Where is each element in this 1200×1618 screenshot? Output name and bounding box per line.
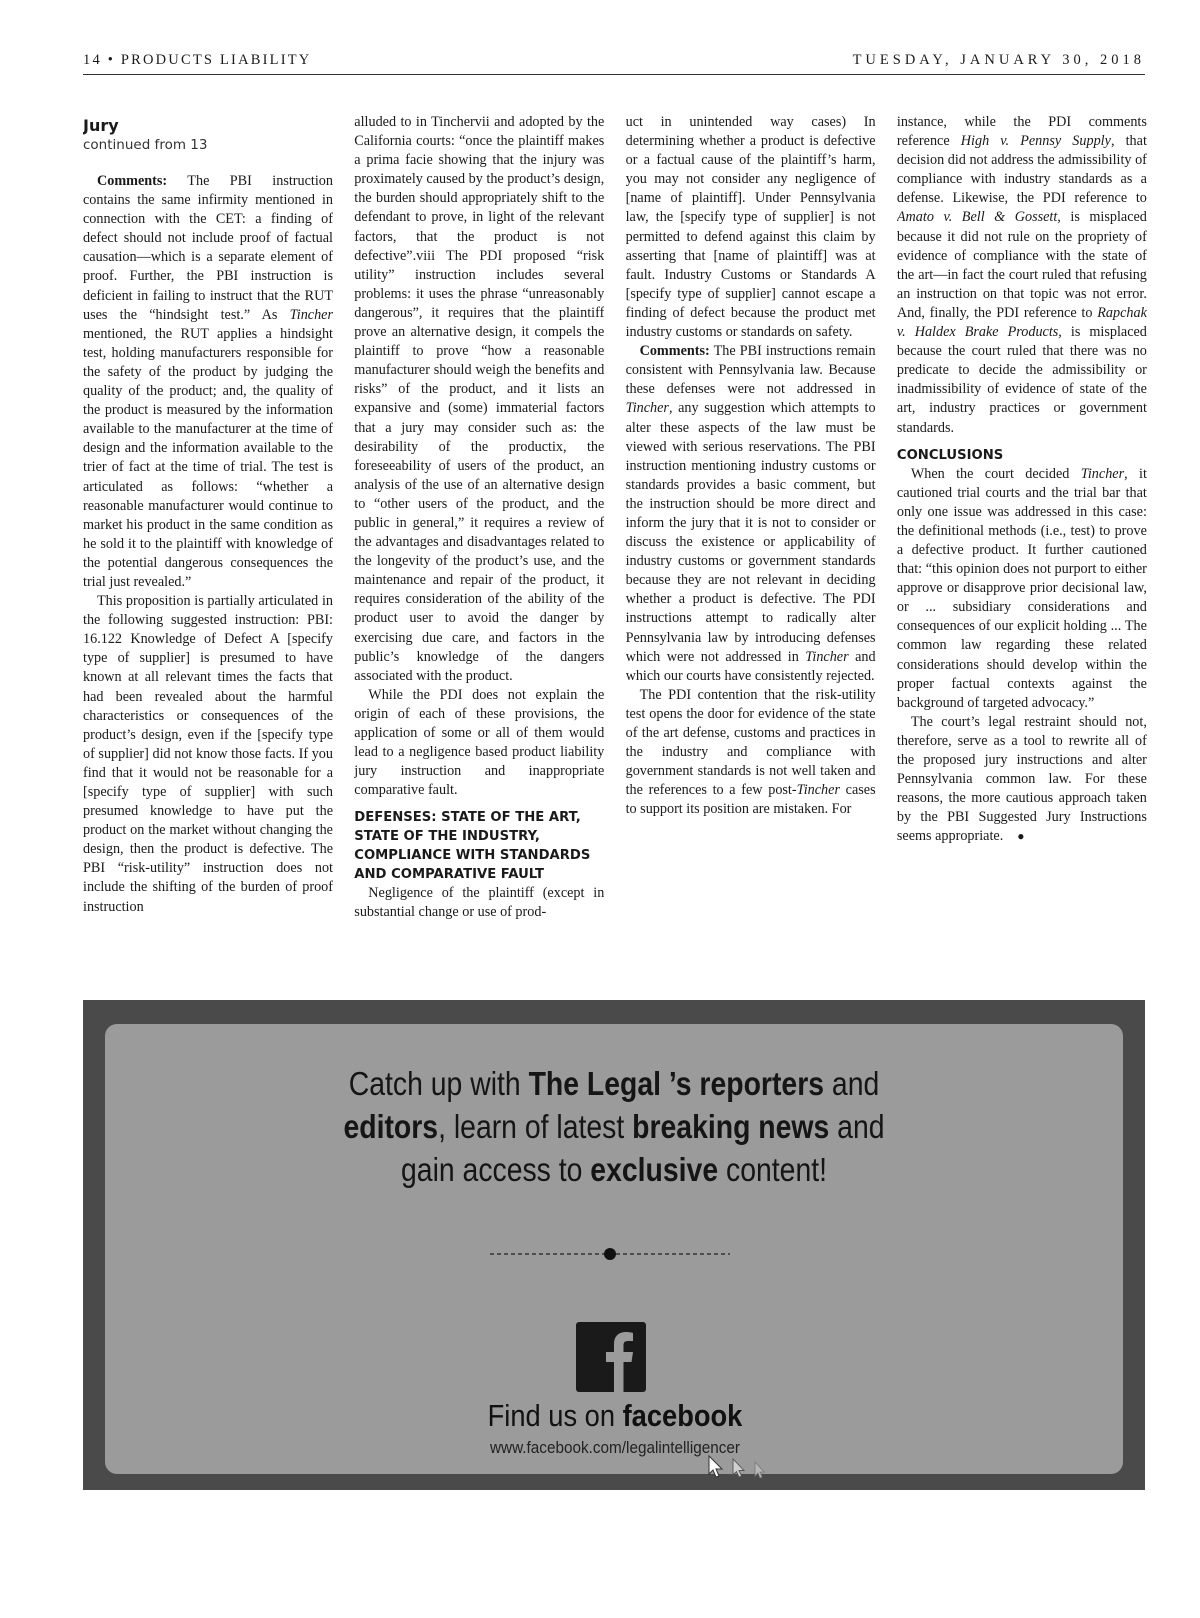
page-header bbox=[83, 50, 1145, 75]
paragraph: Comments: The PBI instructions remain consistent with Pennsylvania law. Because these defenses were not addressed in Tincher, any suggestion which attempts to alter these aspects of the law must be viewed with serious reservations. The PBI instruction mentioning industry customs or standards provides a basic comment, but the instruction should be more direct and inform the jury that it is not to consider or discuss the existence or applicability of industry customs or government standards because they are not relevant in deciding whether a product is defective. The PDI instructions attempt to radically alter Pennsylvania law by introducing defenses which were not addressed in Tincher and which our courts have consistently rejected. bbox=[625, 343, 876, 684]
paragraph: While the PDI does not explain the origin of each of these provisions, the application of some or all of them would lead to a negligence based product liability jury instruction and inappropriate comparative fault. bbox=[354, 686, 605, 799]
ad-panel bbox=[105, 1024, 1123, 1474]
article-title: Jury bbox=[83, 116, 119, 135]
section-heading: CONCLUSIONS bbox=[896, 447, 1004, 463]
paragraph: The court’s legal restraint should not, therefore, serve as a tool to rewrite all of the proposed jury instructions and alter Pennsylvania common law. For these reasons, the more cautious approach taken by the PBI Suggested Jury Instructions seems appropriate. ● bbox=[896, 713, 1147, 845]
paragraph: Comments: The PBI instruction contains the same infirmity mentioned in connection with the CET: a finding of defect should not include proof of factual causation—which is a separate element of proof. Further, the PBI instruction is deficient in failing to instruct that the RUT uses the “hindsight test.” As Tincher mentioned, the RUT applies a hindsight test, holding manufacturers responsible for the safety of the product by judging the quality of the product; and, the quality of the product is measured by the information available to the manufacturer at the time of design and the information available to the trier of fact at the time of trial. The test is articulated as follows: “whether a reasonable manufacturer would continue to market his product in the same condition as he sold it to the plaintiff with knowledge of the potential dangerous consequences the trial just revealed.” bbox=[83, 173, 333, 590]
facebook-logo-glyph bbox=[576, 1322, 646, 1392]
dotted-divider bbox=[490, 1248, 730, 1260]
advertisement[interactable] bbox=[83, 1000, 1145, 1490]
paragraph: The PDI contention that the risk-utility test opens the door for evidence of the state of the art defense, customs and practices in the industry and compliance with government standards is not well taken and the references to a few post-Tincher cases to support its position are mistaken. For bbox=[625, 686, 876, 818]
end-mark: ● bbox=[1017, 829, 1025, 844]
cursor-icon bbox=[703, 1454, 783, 1484]
paragraph: instance, while the PDI comments reference High v. Pennsy Supply, that decision did not address the admissibility of compliance with industry standards as a defense. Likewise, the PDI reference to Amato v. Bell & Gossett, is misplaced because it did not rule on the propriety of evidence of compliance with the state of the art—in fact the court ruled that refusing an instruction on that topic was not error. And, finally, the PDI reference to Rapchak v. Haldex Brake Products, is misplaced because the court ruled that there was no predicate to decide the admissibility or inadmissibility of evidence of state of the art, industry practices or government standards. bbox=[896, 114, 1147, 436]
column-1 bbox=[83, 113, 333, 978]
paragraph: alluded to in Tinchervii and adopted by the California courts: “once the plaintiff makes a prima facie showing that the injury was proximately caused by the product’s design, the burden should appropriately shift to the defendant to prove, in light of the relevant factors, that the product is not defective”.viii The PDI proposed “risk utility” instruction includes several problems: it uses the phrase “unreasonably dangerous”, it requires that the plaintiff prove an alternative design, it compels the plaintiff to prove “how a reasonable manufacturer should weigh the benefits and risks” of the product, and it lists an expansive and (some) immaterial factors that a jury may consider such as: the desirability of the productix, the foreseeability of users of the product, an analysis of the use of an alternative design to “other users of the product, and the public in general,” it requires a review of the advantages and disadvantages related to the longevity of the product’s use, and the maintenance and repair of the product, it requires consideration of the ability of the product user to avoid the danger by exercising due care, and factors in the public’s knowledge of the dangers associated with the product. bbox=[354, 114, 605, 684]
column-2 bbox=[354, 113, 604, 978]
column-4 bbox=[897, 113, 1147, 978]
facebook-url-link[interactable]: www.facebook.com/legalintelligencer bbox=[489, 1438, 741, 1457]
facebook-icon[interactable] bbox=[576, 1322, 646, 1392]
article-body bbox=[83, 113, 1145, 978]
paragraph: This proposition is partially articulated in the following suggested instruction: PBI: 16.122 Knowledge of Defect A [specify type of supplier] is presumed to have known at all relevant times the facts that had been revealed about the harmful characteristics or consequences of the product’s design, even if the [specify type of supplier] did not know those facts. If you find that it would not be reasonable for a [specify type of supplier] with such presumed knowledge to have put the product on the market without changing the design, then the product is defective. The PBI “risk-utility” instruction does not include the shifting of the burden of proof instruction bbox=[83, 593, 333, 915]
paragraph: When the court decided Tincher, it cautioned trial courts and the trial bar that only one issue was addressed in this case: the definitional methods (i.e., test) to prove a defective product. It further cautioned that: “this opinion does not purport to either approve or disapprove prior decisional law, or ... subsidiary considerations and consequences of our explicit holding ... The common law regarding these related considerations should develop within the proper factual contexts against the background of targeted advocacy.” bbox=[896, 465, 1147, 711]
paragraph: uct in unintended way cases) In determining whether a product is defective or a factual cause of the plaintiff’s harm, you may not consider any negligence of [name of plaintiff]. Under Pennsylvania law, the [specify type of supplier] is not permitted to defend against this claim by asserting that [name of plaintiff] was at fault. Industry Customs or Standards A [specify type of supplier] cannot escape a finding of defect because the product met industry customs or standards on safety. bbox=[625, 114, 876, 341]
ad-headline: Catch up with The Legal ’s reporters and editors, learn of latest breaking news and gain access to exclusive content! bbox=[343, 1065, 885, 1188]
column-3 bbox=[626, 113, 876, 978]
page-date: TUESDAY, JANUARY 30, 2018 bbox=[852, 52, 1145, 68]
continued-note: continued from 13 bbox=[83, 137, 208, 153]
find-us-on-facebook[interactable]: Find us on facebook bbox=[487, 1398, 743, 1433]
page-section-label: 14 • PRODUCTS LIABILITY bbox=[83, 52, 312, 68]
paragraph: Negligence of the plaintiff (except in substantial change or use of prod- bbox=[354, 885, 605, 921]
section-heading: DEFENSES: STATE OF THE ART, STATE OF THE INDUSTRY, COMPLIANCE WITH STANDARDS AND COMPARATIVE FAULT bbox=[354, 810, 591, 883]
